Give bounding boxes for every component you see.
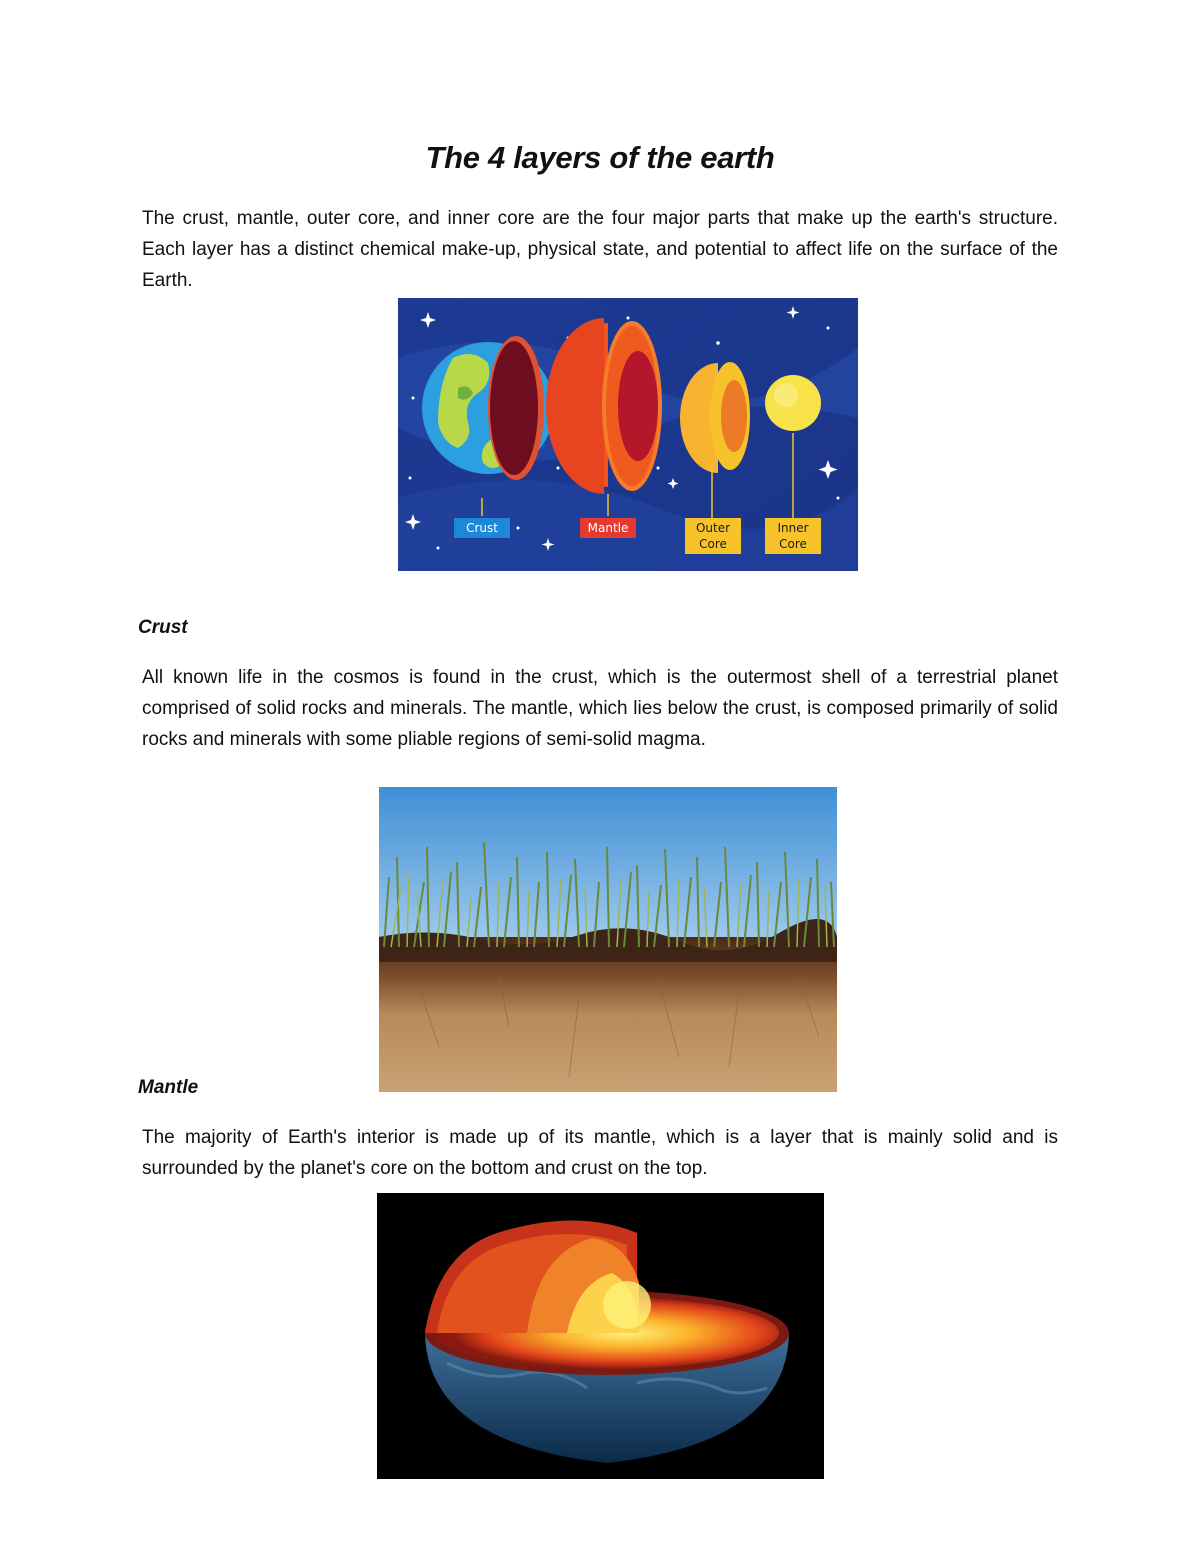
mantle-heading: Mantle [138, 1077, 199, 1098]
crust-heading: Crust [138, 617, 188, 638]
mantle-hemisphere-icon [546, 318, 662, 494]
outer-core-label-line1: Outer [695, 521, 731, 535]
mantle-label: Mantle [587, 521, 629, 535]
outer-core-label-line2: Core [699, 537, 727, 551]
earth-layers-diagram [398, 298, 858, 571]
inner-core-label-line1: Inner [777, 521, 809, 535]
intro-paragraph: The crust, mantle, outer core, and inner core are the four major parts that make up the earth's structure. Each layer has a distinct chemical make-up, physical state, and potential to affect life on the surface of the Earth. [142, 208, 1058, 291]
earth-cutaway-illustration [377, 1193, 824, 1479]
mantle-paragraph: The majority of Earth's interior is made up of its mantle, which is a layer that is mainly solid and is surrounded by the planet's core on the bottom and crust on the top. [142, 1127, 1058, 1179]
inner-core-label-line2: Core [779, 537, 807, 551]
soil-cross-section-photo [379, 787, 837, 1092]
crust-paragraph: All known life in the cosmos is found in the crust, which is the outermost shell of a terrestrial planet comprised of solid rocks and minerals. The mantle, which lies below the crust, is composed primarily of solid rocks and minerals with some pliable regions of semi-solid magma. [142, 667, 1058, 750]
document-title: The 4 layers of the earth [425, 140, 775, 175]
crust-label: Crust [466, 521, 498, 535]
